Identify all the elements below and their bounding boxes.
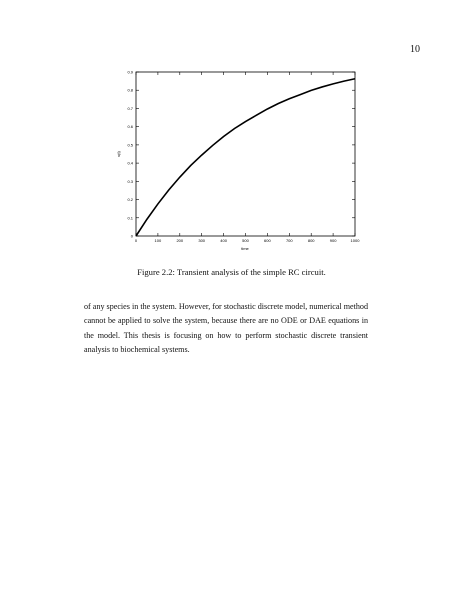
x-tick-label: 100 [154, 238, 162, 243]
y-axis-label: v(t) [116, 151, 121, 157]
x-tick-label: 200 [176, 238, 184, 243]
y-tick-label: 0.3 [127, 178, 133, 184]
x-tick-label: 300 [198, 238, 206, 243]
body-paragraph: of any species in the system. However, for stochastic discrete model, numerical method cannot be applied to solve the system, because there are no ODE or DAE equations in the model. This thesis is focusing on how to perform stochastic discrete transient analysis to biochemical systems. [84, 302, 368, 355]
x-tick-label: 500 [242, 238, 249, 243]
figure-rc-transient [110, 66, 360, 256]
figure-caption: Figure 2.2: Transient analysis of the simple RC circuit. [137, 267, 326, 277]
x-tick-label: 600 [264, 238, 271, 243]
y-tick-label: 0.7 [127, 105, 133, 111]
y-tick-label: 0.2 [127, 197, 133, 203]
transient-line-chart [110, 66, 360, 256]
plot-frame [136, 72, 355, 236]
x-tick-label: 0 [134, 238, 138, 243]
y-tick-label: 0.1 [127, 215, 133, 221]
x-tick-label: 400 [220, 238, 227, 243]
y-tick-label: 0.4 [127, 160, 133, 166]
x-tick-label: 700 [285, 238, 293, 243]
y-tick-label: 0.9 [127, 69, 133, 75]
series-line [136, 79, 355, 236]
y-tick-label: 0.8 [127, 87, 133, 93]
y-tick-label: 0 [130, 233, 133, 239]
x-axis-label: time [241, 246, 249, 251]
x-tick-label: 900 [329, 238, 337, 243]
x-tick-label: 800 [307, 238, 315, 243]
page-number: 10 [410, 44, 420, 55]
y-tick-label: 0.5 [127, 142, 133, 148]
x-tick-label: 1000 [350, 238, 360, 243]
y-tick-label: 0.6 [127, 124, 133, 130]
